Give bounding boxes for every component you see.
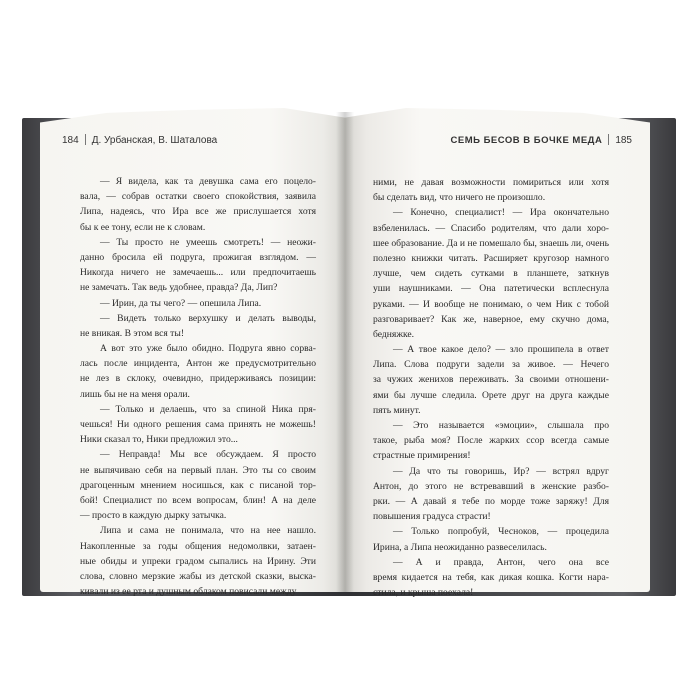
text-line: бы к ее тону, если не к словам. — [80, 221, 206, 233]
text-line: ные обиды и упреки градом сыпались на Ирину. Эти — [80, 555, 316, 567]
right-running-head — [451, 134, 633, 146]
text-line: за чужих женихов переживать. За своими отношени- — [373, 374, 609, 386]
text-line: разговаривает? Как же, наверное, ему скучно дома, — [373, 313, 609, 325]
right-page-text — [373, 175, 609, 600]
text-line: — Это называется «эмоции», слышала про — [393, 420, 609, 431]
text-line: повышения градуса страсти! — [373, 511, 491, 523]
text-line: лась после инцидента, Антон же предусмотрительно — [80, 358, 316, 370]
text-line: не замечать. Так ведь удобнее, правда? Да, Лип? — [80, 282, 278, 294]
text-line: — Только попробуй, Чесноков, — процедила — [393, 526, 609, 538]
text-line: лучше, чем сидеть сутками в планшете, заткнув — [373, 268, 609, 280]
text-line: — А твое какое дело? — зло прошипела в ответ — [393, 344, 609, 356]
text-line: бы сделать вид, что ничего не произошло. — [373, 192, 546, 204]
text-line: ями бы лучше следила. Орете друг на друга каждые — [373, 389, 609, 401]
text-line: Ники сказал то, Ники предложил это... — [80, 434, 238, 446]
text-line: слова, словно мерзкие жабы из детской сказки, выска- — [80, 570, 316, 582]
text-line: — Ирин, да ты чего? — опешила Липа. — [100, 297, 262, 309]
book-title-head: СЕМЬ БЕСОВ В БОЧКЕ МЕДА — [450, 135, 603, 146]
text-line: — просто в каждую дырку затычка. — [80, 510, 227, 522]
text-line: Антон, до этого не встревавший в женские разбо- — [373, 480, 609, 492]
text-line: взбеленилась. — Спасибо родителям, что дали хоро- — [373, 222, 609, 234]
text-line: время кидается на тебя, как дикая кошка. Когти нара- — [373, 571, 609, 583]
text-line: такое, рыба моя? После жарких ссор всегда самые — [373, 435, 609, 447]
text-line: шее образование. Да и не помешало бы, знаешь ли, очень — [373, 237, 609, 249]
text-line: бой! Специалист по всем вопросам, блин! А на деле — [80, 494, 316, 506]
text-line: Никогда ничего не замечаешь... или предпочитаешь — [80, 267, 316, 279]
text-line: бедняжке. — [373, 328, 415, 340]
text-line: руками. — И вообще не понимаю, о чем Ник с тобой — [373, 298, 609, 310]
left-page-text — [80, 174, 316, 599]
text-line: стила, и крыша поехала! — [373, 587, 474, 599]
text-line: Липа, надеясь, что Ира все же прислушается хотя — [80, 206, 316, 218]
text-line: страстные примирения! — [373, 450, 471, 462]
text-line: лишь бы не на меня орали. — [80, 388, 190, 400]
text-line: — Да что ты говоришь, Ир? — встрял вдруг — [393, 465, 609, 477]
text-line: ними, не давая возможности помириться или хотя — [373, 177, 609, 188]
text-line: данно бросила ей подруга, прожигая взглядом. — — [80, 251, 316, 263]
text-line: — А и правда, Антон, чего она все — [393, 556, 609, 568]
right-page-number: 185 — [615, 135, 632, 146]
text-line: Ирина, а Липа неожиданно развеселилась. — [373, 541, 547, 553]
left-running-head — [62, 134, 217, 146]
text-line: кивали из ее рта и душным облаком повисали между — [80, 586, 297, 598]
text-line: — Только и делаешь, что за спиной Ника пря- — [100, 403, 316, 415]
header-separator — [85, 134, 86, 145]
text-line: чешься! Ни одного решения сама принять не можешь! — [80, 419, 316, 430]
text-line: не лез в склоку, очевидно, придерживаясь позиции: — [80, 373, 316, 385]
text-line: — Неправда! Мы все обсуждаем. Я просто — [100, 449, 316, 461]
text-line: вала, — собрав остатки своего спокойствия, заявила — [80, 191, 316, 203]
text-line: — Конечно, специалист! — Ира окончательно — [393, 207, 609, 219]
text-line: Липа и сама не понимала, что на нее нашло. — [100, 525, 316, 537]
text-line: Накопленные за годы общения недомолвки, затаен- — [80, 540, 316, 552]
header-separator — [608, 134, 609, 145]
authors-line: Д. Урбанская, В. Шаталова — [91, 135, 218, 146]
text-line: драгоценным мнением носишься, как с писаной тор- — [80, 479, 316, 491]
text-line: полезно книжки читать. Расширяет кругозор намного — [373, 252, 609, 264]
text-line: пять минут. — [373, 404, 421, 416]
text-line: — Видеть только верхушку и делать выводы, — [100, 312, 316, 324]
book-spine-gutter — [336, 112, 354, 592]
text-line: уши наушниками. — Она патетически всплеснула — [373, 283, 609, 295]
text-line: — Я видела, как та девушка сама его поцело- — [100, 176, 316, 187]
text-line: А вот это уже было обидно. Подруга явно сорва- — [100, 343, 316, 355]
text-line: не выпячиваю себя на первый план. Это ты со своим — [80, 464, 316, 476]
text-line: рки. — А давай я тебе по морде тоже заряжу! Для — [373, 495, 609, 507]
left-page-number: 184 — [62, 135, 79, 146]
text-line: не вникая. В этом вся ты! — [80, 327, 185, 339]
text-line: — Ты просто не умеешь смотреть! — неожи- — [100, 236, 316, 248]
text-line: Липа. Слова подруги задели за живое. — Нечего — [373, 359, 609, 371]
